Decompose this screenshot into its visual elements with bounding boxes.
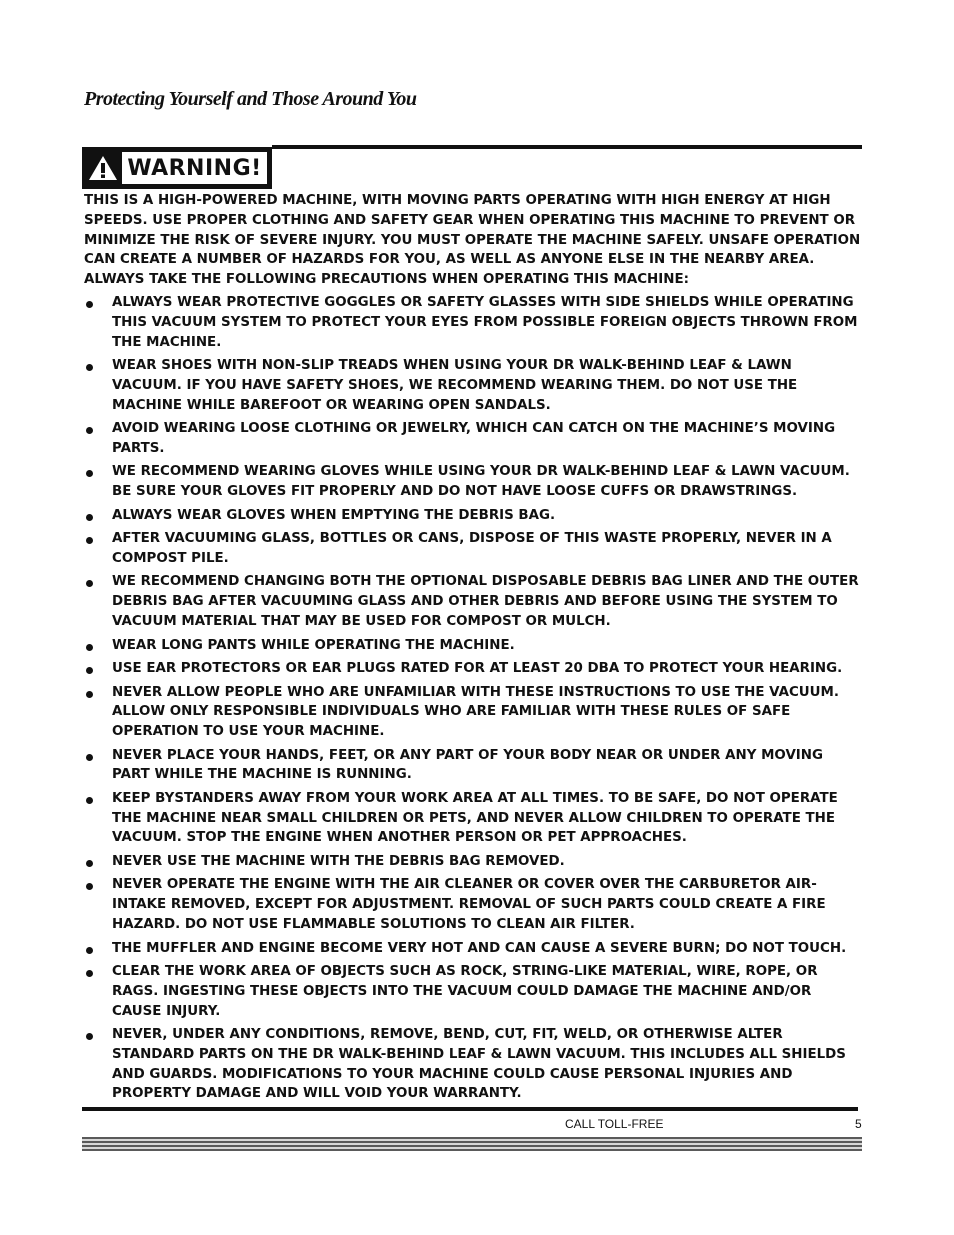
precaution-text: WE RECOMMEND WEARING GLOVES WHILE USING YOUR DR WALK-BEHIND LEAF & LAWN VACUUM. BE SURE YOUR GLOVES FIT PROPERLY AND DO NOT HAVE LOOSE CUFFS OR DRAWSTRINGS.: [112, 464, 850, 500]
precaution-item: [84, 659, 864, 679]
precaution-text: CLEAR THE WORK AREA OF OBJECTS SUCH AS ROCK, STRING-LIKE MATERIAL, WIRE, ROPE, OR RAGS. INGESTING THESE OBJECTS INTO THE VACUUM COULD DAMAGE THE MACHINE AND/OR CAUSE INJURY.: [112, 964, 818, 1019]
warning-rule: [272, 145, 862, 149]
precaution-item: [84, 962, 864, 1021]
precaution-item: [84, 852, 864, 872]
precaution-text: ALWAYS WEAR GLOVES WHEN EMPTYING THE DEBRIS BAG.: [112, 507, 556, 523]
bullet-icon: [86, 644, 93, 651]
precaution-text: USE EAR PROTECTORS OR EAR PLUGS RATED FOR AT LEAST 20 DBA TO PROTECT YOUR HEARING.: [112, 661, 843, 677]
precaution-text: WEAR SHOES WITH NON-SLIP TREADS WHEN USING YOUR DR WALK-BEHIND LEAF & LAWN VACUUM. IF YOU HAVE SAFETY SHOES, WE RECOMMEND WEARING THEM. DO NOT USE THE MACHINE WHILE BAREFOOT OR WEARING OPEN SANDALS.: [112, 358, 798, 413]
bullet-icon: [86, 667, 93, 674]
precaution-item: [84, 529, 864, 569]
precaution-text: NEVER PLACE YOUR HANDS, FEET, OR ANY PART OF YOUR BODY NEAR OR UNDER ANY MOVING PART WHILE THE MACHINE IS RUNNING.: [112, 747, 823, 783]
bullet-icon: [86, 514, 93, 521]
bullet-icon: [86, 860, 93, 867]
bullet-icon: [86, 883, 93, 890]
precaution-item: [84, 506, 864, 526]
bullet-icon: [86, 364, 93, 371]
bullet-icon: [86, 1033, 93, 1040]
precaution-item: [84, 356, 864, 415]
precaution-item: [84, 572, 864, 631]
warning-content: [84, 191, 864, 1108]
bullet-icon: [86, 691, 93, 698]
precaution-item: [84, 683, 864, 742]
precaution-text: AVOID WEARING LOOSE CLOTHING OR JEWELRY, WHICH CAN CATCH ON THE MACHINE’S MOVING PARTS.: [112, 421, 836, 456]
precaution-item: [84, 875, 864, 934]
bullet-icon: [86, 580, 93, 587]
warning-triangle-icon: [84, 149, 122, 187]
precaution-text: KEEP BYSTANDERS AWAY FROM YOUR WORK AREA AT ALL TIMES. TO BE SAFE, DO NOT OPERATE THE MACHINE NEAR SMALL CHILDREN OR PETS, AND NEVER ALLOW CHILDREN TO OPERATE THE VACUUM. STOP THE ENGINE WHEN ANOTHER PERSON OR PET APPROACHES.: [112, 790, 838, 846]
bullet-icon: [86, 754, 93, 761]
warning-header: [82, 145, 862, 189]
precaution-text: AFTER VACUUMING GLASS, BOTTLES OR CANS, DISPOSE OF THIS WASTE PROPERLY, NEVER IN A COMPOST PILE.: [112, 531, 832, 566]
precaution-text: NEVER OPERATE THE ENGINE WITH THE AIR CLEANER OR COVER OVER THE CARBURETOR AIR-INTAKE REMOVED, EXCEPT FOR ADJUSTMENT. REMOVAL OF SUCH PARTS COULD CREATE A FIRE HAZARD. DO NOT USE FLAMMABLE SOLUTIONS TO CLEAN AIR FILTER.: [112, 877, 826, 933]
bullet-icon: [86, 947, 93, 954]
precaution-item: [84, 746, 864, 786]
bullet-icon: [86, 537, 93, 544]
bullet-icon: [86, 470, 93, 477]
precaution-item: [84, 419, 864, 459]
precaution-item: [84, 789, 864, 848]
footer-band: [82, 1137, 862, 1151]
precaution-item: [84, 1025, 864, 1104]
footer-rule: [82, 1107, 858, 1111]
precaution-text: WE RECOMMEND CHANGING BOTH THE OPTIONAL DISPOSABLE DEBRIS BAG LINER AND THE OUTER DEBRIS BAG AFTER VACUUMING GLASS AND OTHER DEBRIS AND BEFORE USING THE SYSTEM TO VACUUM MATERIAL THAT MAY BE USED FOR COMPOST OR MULCH.: [112, 574, 859, 630]
precaution-text: THE MUFFLER AND ENGINE BECOME VERY HOT AND CAN CAUSE A SEVERE BURN; DO NOT TOUCH.: [112, 940, 847, 956]
precaution-list: [84, 293, 864, 1104]
warning-label: WARNING!: [122, 152, 267, 184]
bullet-icon: [86, 970, 93, 977]
precaution-text: NEVER, UNDER ANY CONDITIONS, REMOVE, BEND, CUT, FIT, WELD, OR OTHERWISE ALTER STANDARD PARTS ON THE DR WALK-BEHIND LEAF & LAWN VACUUM. THIS INCLUDES ALL SHIELDS AND GUARDS. MODIFICATIONS TO YOUR MACHINE COULD CAUSE PERSONAL INJURIES AND PROPERTY DAMAGE AND WILL VOID YOUR WARRANTY.: [112, 1027, 846, 1102]
precaution-text: NEVER ALLOW PEOPLE WHO ARE UNFAMILIAR WITH THESE INSTRUCTIONS TO USE THE VACUUM. ALLOW ONLY RESPONSIBLE INDIVIDUALS WHO ARE FAMILIAR WITH THESE RULES OF SAFE OPERATION TO USE YOUR MACHINE.: [112, 684, 839, 740]
footer-text: CALL TOLL-FREE: [565, 1117, 664, 1131]
precaution-item: [84, 636, 864, 656]
bullet-icon: [86, 797, 93, 804]
precaution-item: [84, 293, 864, 352]
warning-label-box: [82, 147, 272, 189]
precaution-text: ALWAYS WEAR PROTECTIVE GOGGLES OR SAFETY GLASSES WITH SIDE SHIELDS WHILE OPERATING THIS VACUUM SYSTEM TO PROTECT YOUR EYES FROM POSSIBLE FOREIGN OBJECTS THROWN FROM THE MACHINE.: [112, 294, 858, 350]
page-number: 5: [855, 1117, 862, 1131]
precaution-item: [84, 462, 864, 502]
precaution-text: NEVER USE THE MACHINE WITH THE DEBRIS BAG REMOVED.: [112, 853, 565, 869]
precaution-item: [84, 939, 864, 959]
warning-intro: THIS IS A HIGH-POWERED MACHINE, WITH MOVING PARTS OPERATING WITH HIGH ENERGY AT HIGH SPEEDS. USE PROPER CLOTHING AND SAFETY GEAR WHEN OPERATING THIS MACHINE TO PREVENT OR MINIMIZE THE RISK OF SEVERE INJURY. YOU MUST OPERATE THE MACHINE SAFELY. UNSAFE OPERATION CAN CREATE A NUMBER OF HAZARDS FOR YOU, AS WELL AS ANYONE ELSE IN THE NEARBY AREA. ALWAYS TAKE THE FOLLOWING PRECAUTIONS WHEN OPERATING THIS MACHINE:: [84, 193, 861, 288]
bullet-icon: [86, 427, 93, 434]
bullet-icon: [86, 301, 93, 308]
precaution-text: WEAR LONG PANTS WHILE OPERATING THE MACHINE.: [112, 637, 515, 653]
section-title: Protecting Yourself and Those Around You: [84, 88, 417, 110]
